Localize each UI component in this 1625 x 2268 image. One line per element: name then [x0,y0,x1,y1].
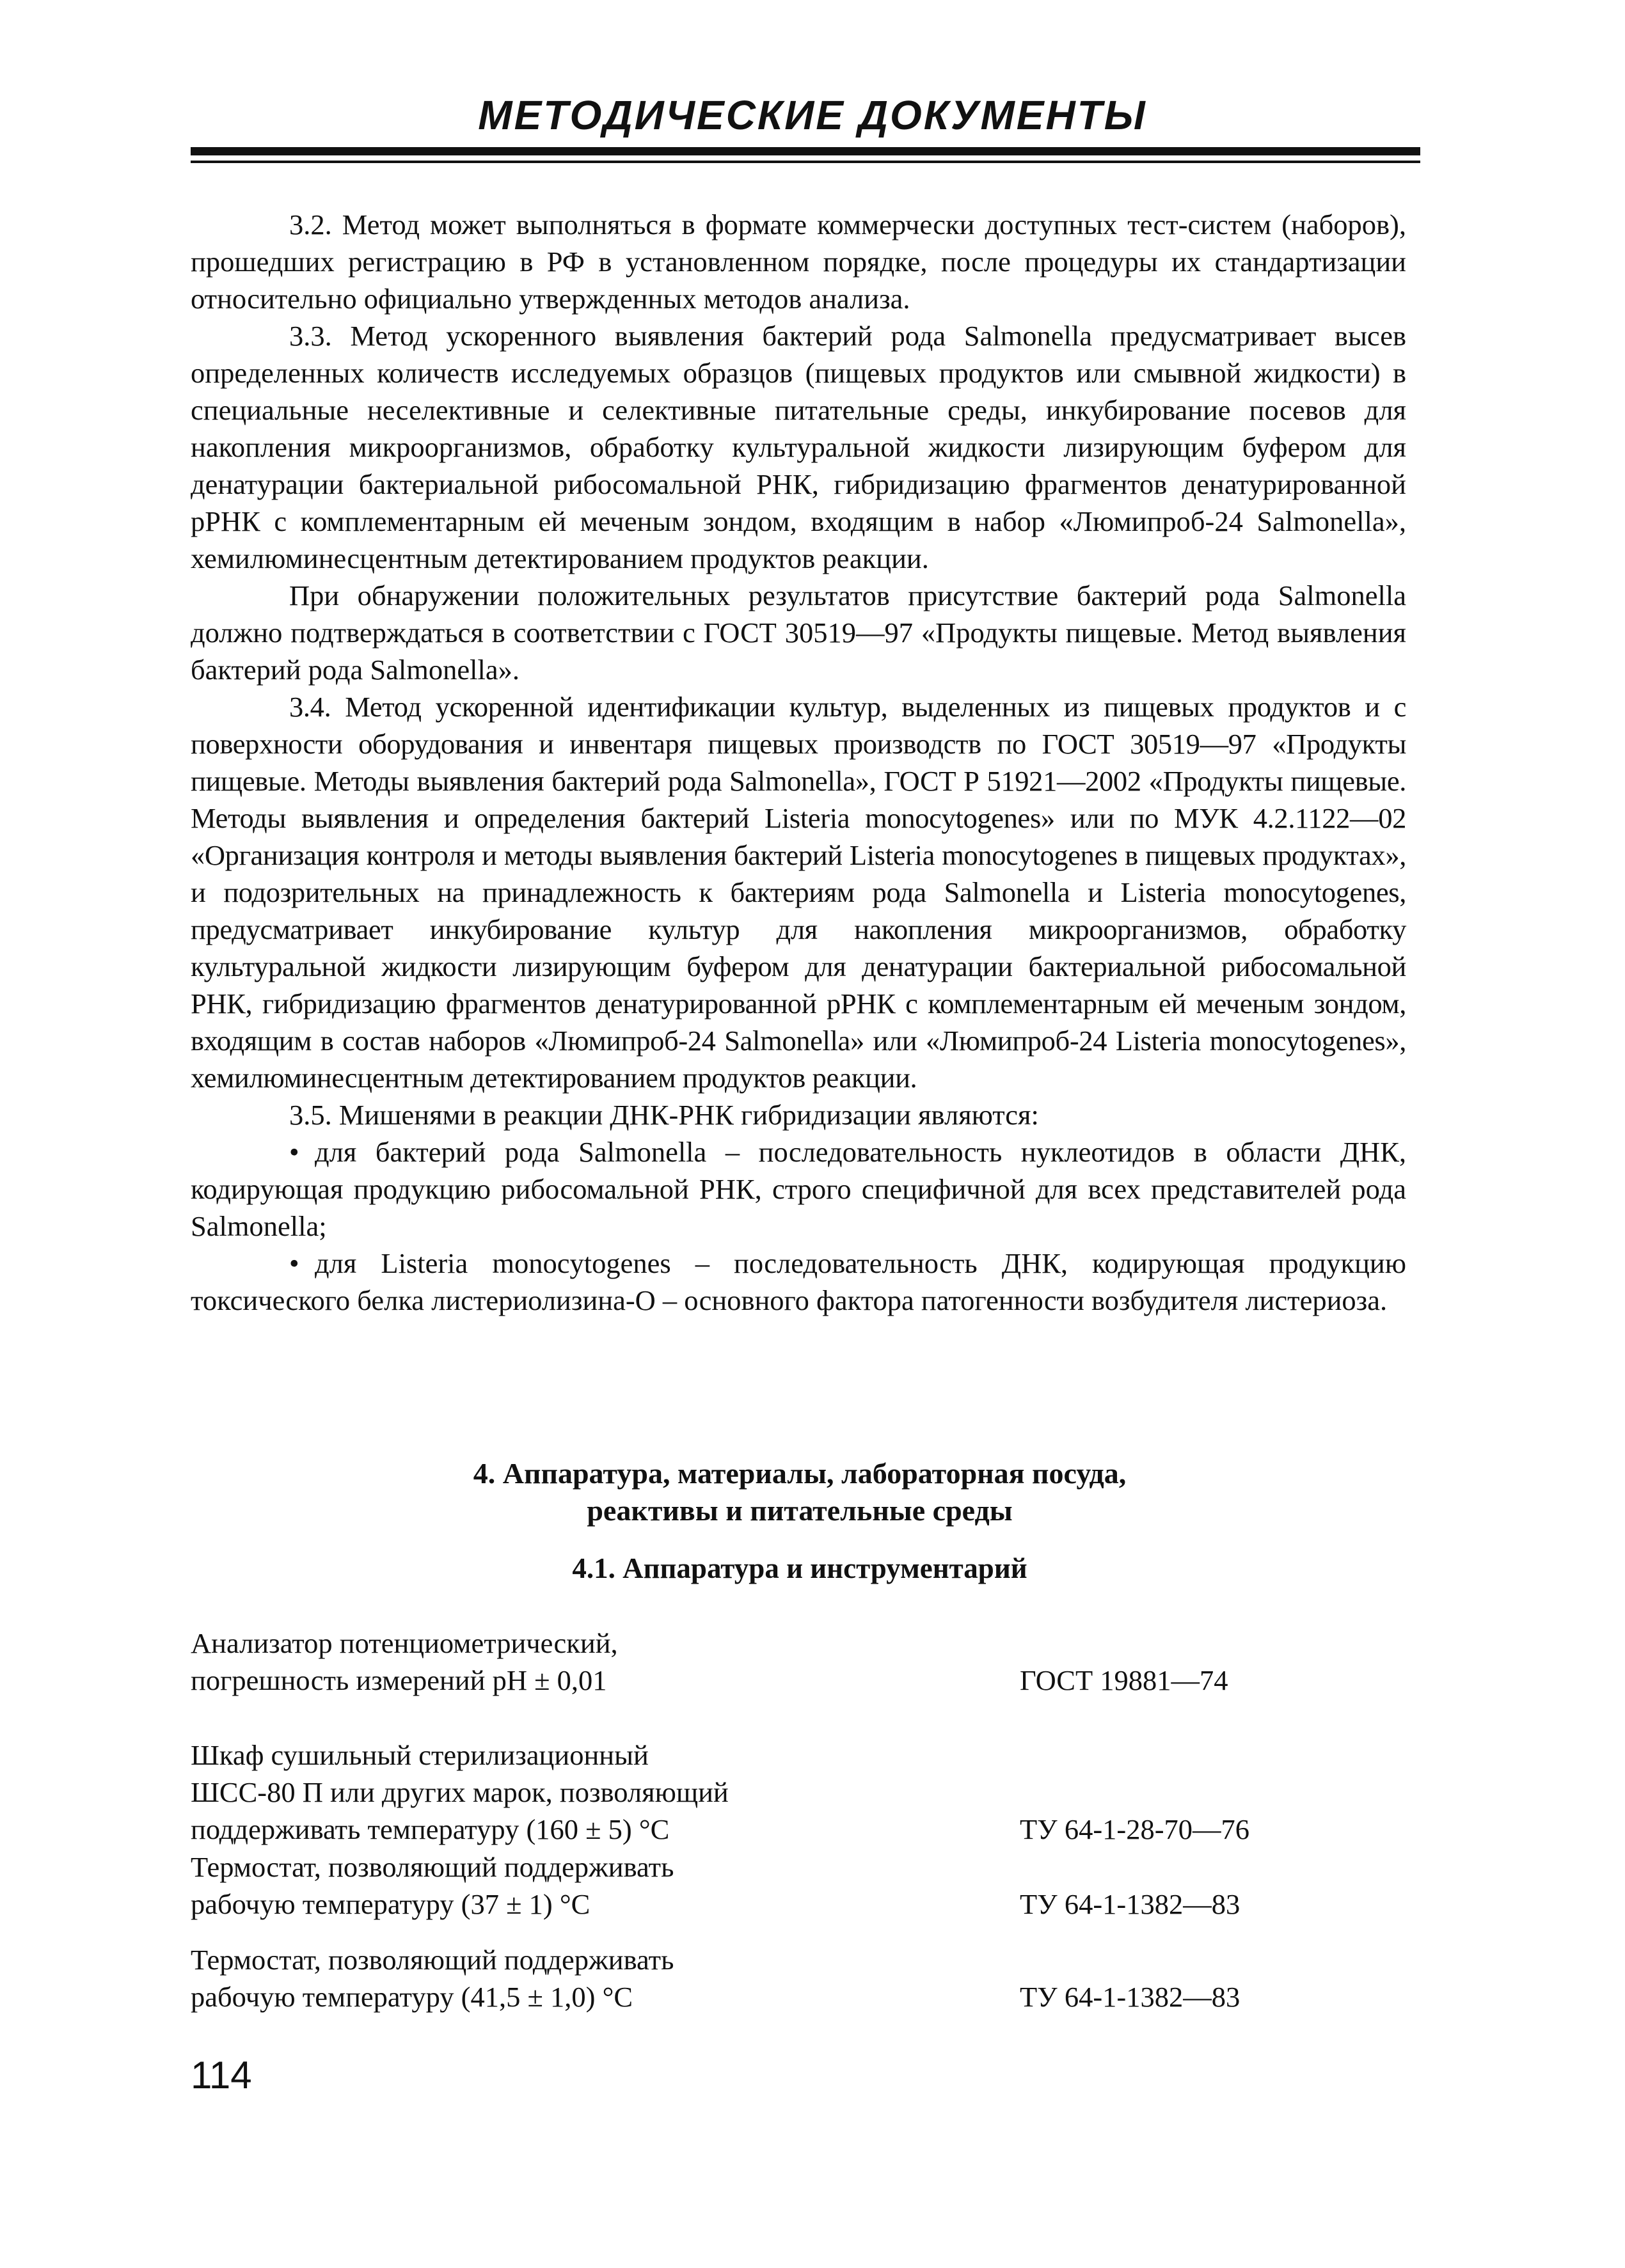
equipment-line: рабочую температуру (41,5 ± 1,0) °С [191,1981,633,2013]
equipment-standard: ТУ 64-1-28-70—76 [1020,1813,1250,1845]
body-text [191,206,1406,1319]
equipment-line: Шкаф сушильный стерилизационный [191,1739,649,1771]
bullet-text: для Listeria monocytogenes – последовательность ДНК, кодирующая продукцию токсического белка листериолизина-О – основного фактора патогенности возбудителя листериоза. [191,1247,1406,1316]
equipment-line: поддерживать температуру (160 ± 5) °С [191,1813,670,1845]
header-rule-thin [191,161,1420,163]
bullet-item-listeria [191,1245,1406,1319]
equipment-item [191,1625,1406,1699]
bullet-icon: • [289,1247,299,1279]
bullet-item-salmonella [191,1133,1406,1245]
paragraph-3-4: 3.4. Метод ускоренной идентификации культур, выделенных из пищевых продуктов и с поверхности оборудования и инвентаря пищевых производств по ГОСТ 30519—97 «Продукты пищевые. Методы выявления бактерий рода Salmonella», ГОСТ Р 51921—2002 «Продукты пищевые. Методы выявления и определения бактерий Listeria monocytogenes» или по МУК 4.2.1122—02 «Организация контроля и методы выявления бактерий Listeria monocytogenes в пищевых продуктах», и подозрительных на принадлежность к бактериям рода Salmonella и Listeria monocytogenes, предусматривает инкубирование культур для накопления микроорганизмов, обработку культуральной жидкости лизирующим буфером для денатурации бактериальной рибосомальной РНК, гибридизацию фрагментов денатурированной рРНК с комплементарным ей меченым зондом, входящим в состав наборов «Люмипроб-24 Salmonella» или «Люмипроб-24 Listeria monocytogenes», хемилюминесцентным детектированием продуктов реакции. [191,691,1406,1094]
equipment-line: рабочую температуру (37 ± 1) °С [191,1888,591,1920]
equipment-line: Термостат, позволяющий поддерживать [191,1944,674,1976]
equipment-line: Анализатор потенциометрический, [191,1627,618,1659]
subsection-4-1-heading: 4.1. Аппаратура и инструментарий [572,1552,1027,1584]
section-4-heading [192,1455,1407,1529]
equipment-standard: ТУ 64-1-1382—83 [1020,1888,1241,1920]
equipment-standard: ГОСТ 19881—74 [1020,1664,1228,1696]
header-rule-thick [191,147,1420,155]
paragraph-3-3: 3.3. Метод ускоренного выявления бактерий рода Salmonella предусматривает высев определенных количеств исследуемых образцов (пищевых продуктов или смывной жидкости) в специальные неселективные и селективные питательные среды, инкубирование посевов для накопления микроорганизмов, обработку культуральной жидкости лизирующим буфером для денатурации бактериальной рибосомальной РНК, гибридизацию фрагментов денатурированной рРНК с комплементарным ей меченым зондом, входящим в набор «Люмипроб-24 Salmonella», хемилюминесцентным детектированием продуктов реакции. [191,320,1406,574]
equipment-line: погрешность измерений pH ± 0,01 [191,1664,607,1696]
equipment-description [191,1848,990,1923]
equipment-description [191,1941,990,2015]
running-header-title: МЕТОДИЧЕСКИЕ ДОКУМЕНТЫ [478,92,1147,138]
section-4-heading-line-1: 4. Аппаратура, материалы, лабораторная посуда, [473,1457,1127,1490]
paragraph-confirmation: При обнаружении положительных результатов присутствие бактерий рода Salmonella должно подтверждаться в соответствии с ГОСТ 30519—97 «Продукты пищевые. Метод выявления бактерий рода Salmonella». [191,579,1406,686]
equipment-standard: ТУ 64-1-1382—83 [1020,1981,1241,2013]
section-4-heading-line-2: реактивы и питательные среды [587,1494,1013,1527]
bullet-text: для бактерий рода Salmonella – последовательность нуклеотидов в области ДНК, кодирующая продукцию рибосомальной РНК, строго специфичной для всех представителей рода Salmonella; [191,1136,1406,1242]
equipment-item [191,1736,1406,1848]
paragraph-3-5: 3.5. Мишенями в реакции ДНК-РНК гибридизации являются: [289,1099,1039,1131]
equipment-item [191,1848,1406,1923]
bullet-icon: • [289,1136,299,1168]
equipment-line: Термостат, позволяющий поддерживать [191,1851,674,1883]
page-number: 114 [191,2054,252,2097]
equipment-description [191,1736,990,1848]
equipment-item [191,1941,1406,2015]
paragraph-3-2: 3.2. Метод может выполняться в формате коммерчески доступных тест-систем (наборов), прошедших регистрацию в РФ в установленном порядке, после процедуры их стандартизации относительно официально утвержденных методов анализа. [191,209,1406,315]
equipment-description [191,1625,990,1699]
equipment-line: ШСС-80 П или других марок, позволяющий [191,1776,729,1808]
